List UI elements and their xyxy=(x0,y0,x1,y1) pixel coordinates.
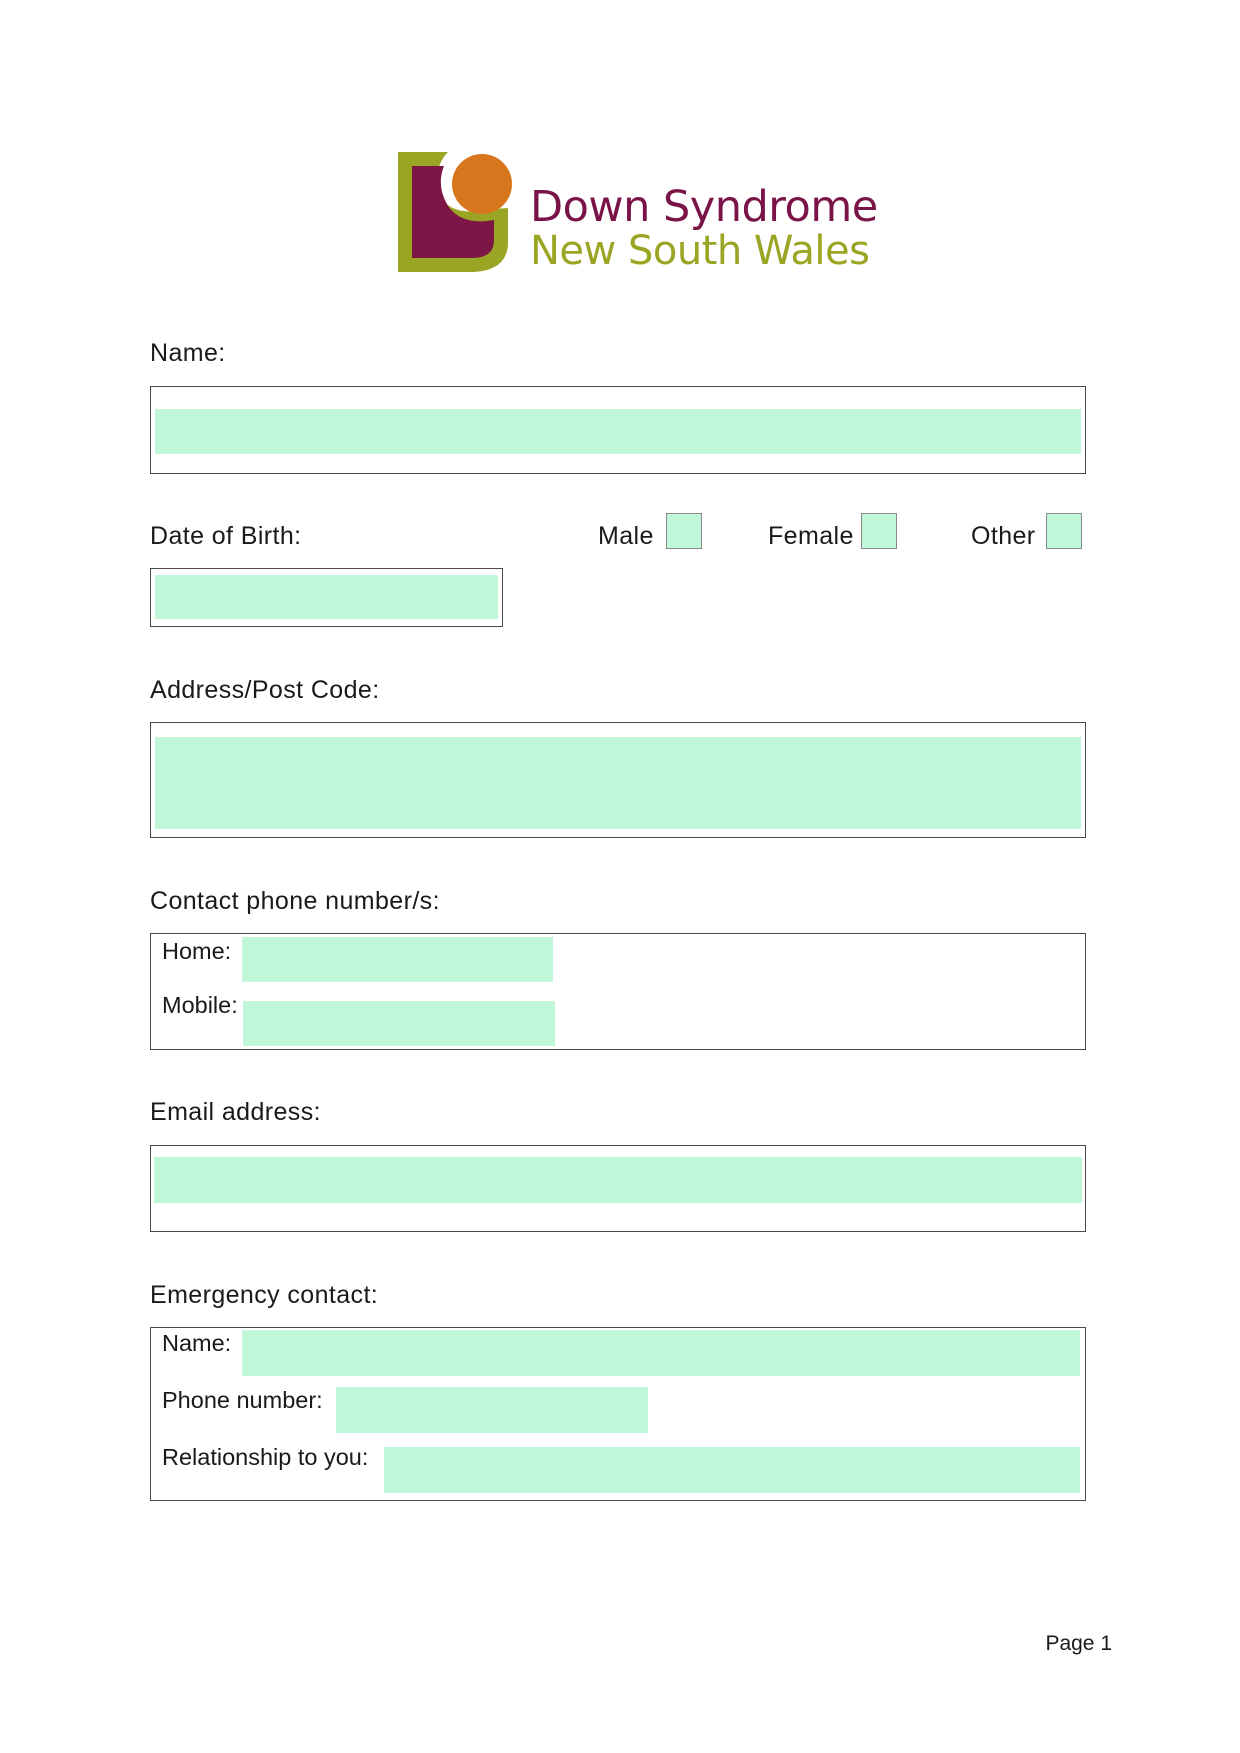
name-box xyxy=(150,386,1086,474)
logo-line2: New South Wales xyxy=(530,228,870,274)
home-label: Home: xyxy=(162,938,232,964)
emergency-phone-input[interactable] xyxy=(336,1387,648,1433)
emergency-name-input[interactable] xyxy=(242,1330,1080,1376)
female-checkbox[interactable] xyxy=(861,513,897,549)
emergency-relationship-label: Relationship to you: xyxy=(162,1444,369,1470)
logo-line1: Down Syndrome xyxy=(530,182,878,232)
other-checkbox[interactable] xyxy=(1046,513,1082,549)
dob-input[interactable] xyxy=(155,575,498,619)
email-input[interactable] xyxy=(154,1157,1082,1203)
other-label: Other xyxy=(971,522,1036,550)
name-input[interactable] xyxy=(155,409,1081,454)
email-box xyxy=(150,1145,1086,1232)
emergency-name-label: Name: xyxy=(162,1330,232,1356)
email-label: Email address: xyxy=(150,1098,321,1126)
emergency-label: Emergency contact: xyxy=(150,1281,379,1309)
page-number: Page 1 xyxy=(1045,1632,1112,1655)
down-syndrome-logo-icon xyxy=(390,146,520,280)
home-phone-input[interactable] xyxy=(242,937,553,982)
dob-box xyxy=(150,568,503,627)
contact-label: Contact phone number/s: xyxy=(150,887,440,915)
name-label: Name: xyxy=(150,339,226,367)
female-label: Female xyxy=(768,522,854,550)
logo xyxy=(390,146,878,284)
contact-box xyxy=(150,933,1086,1050)
emergency-box xyxy=(150,1327,1086,1501)
address-box xyxy=(150,722,1086,838)
male-label: Male xyxy=(598,522,654,550)
mobile-phone-input[interactable] xyxy=(243,1001,555,1046)
address-input[interactable] xyxy=(155,737,1081,829)
emergency-relationship-input[interactable] xyxy=(384,1447,1080,1493)
mobile-label: Mobile: xyxy=(162,992,238,1018)
emergency-phone-label: Phone number: xyxy=(162,1387,323,1413)
address-label: Address/Post Code: xyxy=(150,676,380,704)
male-checkbox[interactable] xyxy=(666,513,702,549)
dob-label: Date of Birth: xyxy=(150,522,302,550)
